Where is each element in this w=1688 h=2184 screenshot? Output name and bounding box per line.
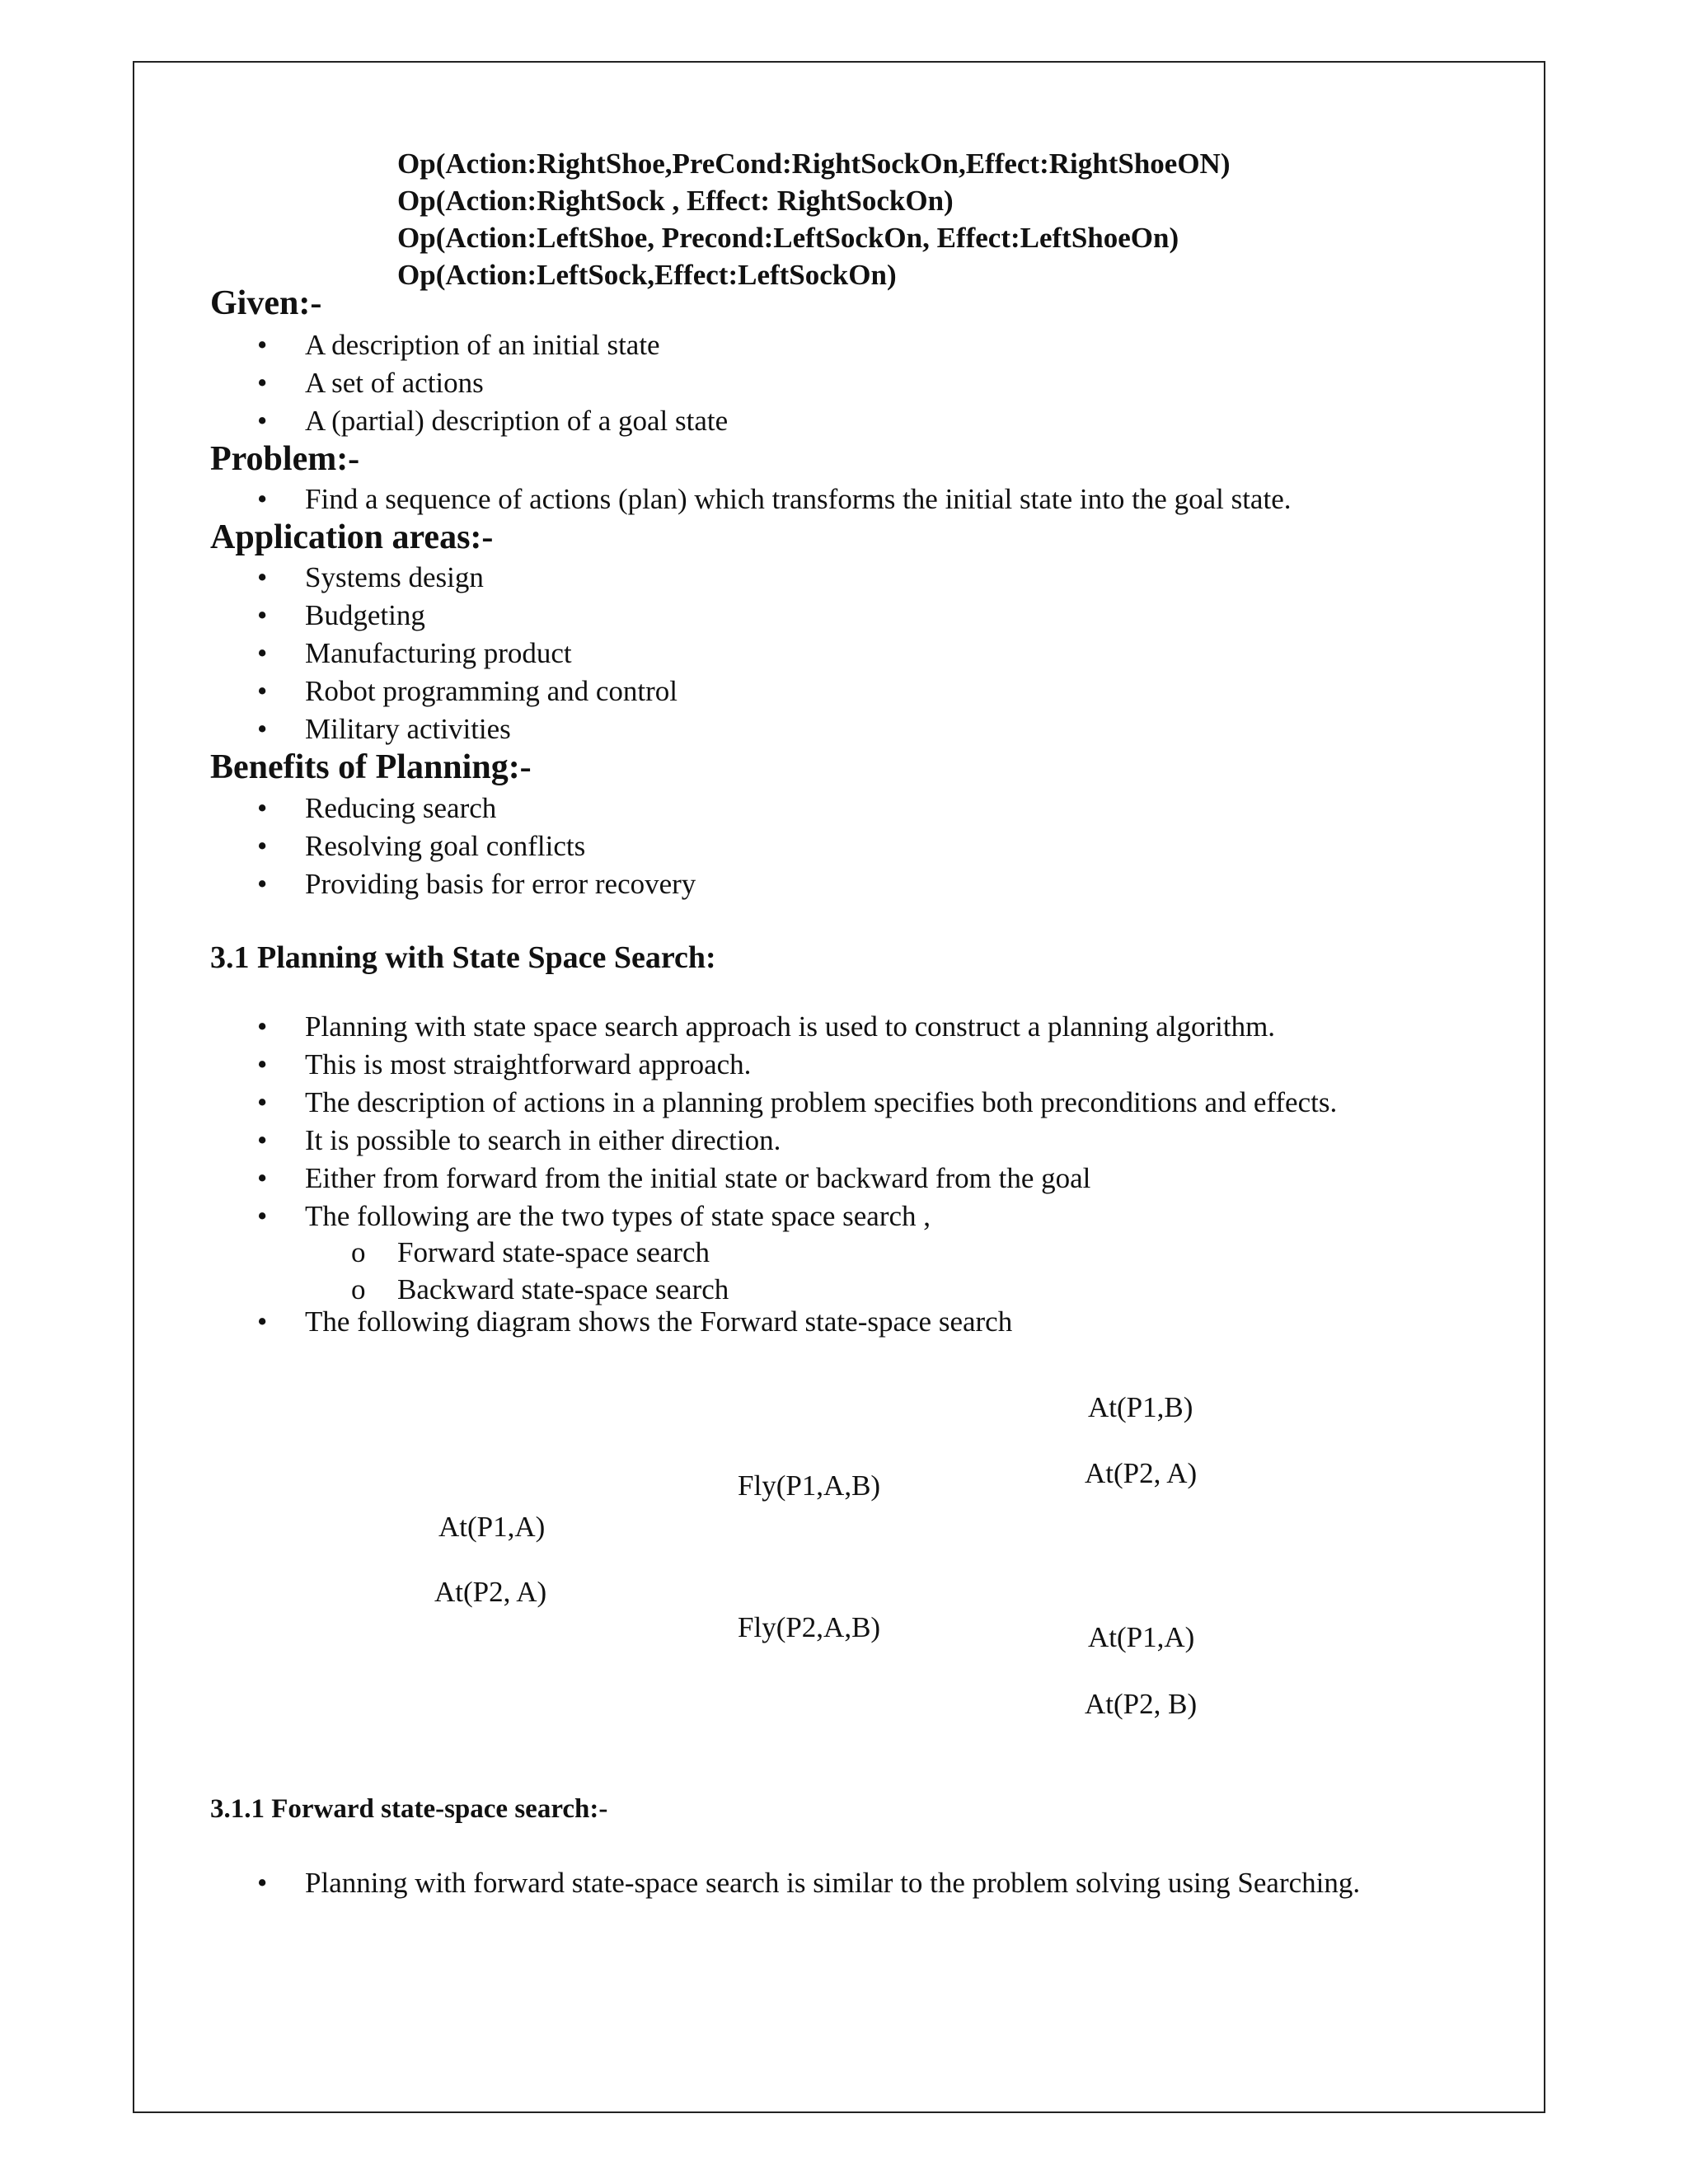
operator-line: Op(Action:LeftShoe, Precond:LeftSockOn, Effect:LeftShoeOn) bbox=[397, 222, 1179, 254]
list-item: • Resolving goal conflicts bbox=[247, 827, 696, 865]
list-item: • Manufacturing product bbox=[247, 635, 678, 673]
search-types-sublist bbox=[351, 1234, 729, 1308]
list-item: • Military activities bbox=[247, 710, 678, 748]
problem-heading: Problem:- bbox=[210, 440, 360, 478]
action-label: Fly(P1,A,B) bbox=[738, 1469, 881, 1502]
list-item: • It is possible to search in either direction. bbox=[247, 1122, 1337, 1160]
initial-state-label: At(P2, A) bbox=[434, 1576, 547, 1608]
diagram-intro-list bbox=[247, 1303, 1012, 1341]
operator-line: Op(Action:RightShoe,PreCond:RightSockOn,Effect:RightShoeON) bbox=[397, 148, 1231, 180]
operator-line: Op(Action:LeftSock,Effect:LeftSockOn) bbox=[397, 259, 897, 291]
initial-state-label: At(P1,A) bbox=[438, 1511, 546, 1543]
problem-list bbox=[247, 480, 1291, 518]
section-3-1-heading: 3.1 Planning with State Space Search: bbox=[210, 940, 716, 975]
sub-list-item: o Backward state-space search bbox=[351, 1271, 729, 1308]
list-item: • Either from forward from the initial state or backward from the goal bbox=[247, 1160, 1337, 1197]
list-item: • A set of actions bbox=[247, 364, 728, 402]
result-state-label: At(P1,A) bbox=[1088, 1621, 1195, 1653]
application-list bbox=[247, 559, 678, 748]
action-label: Fly(P2,A,B) bbox=[738, 1611, 881, 1643]
list-item: • Providing basis for error recovery bbox=[247, 865, 696, 903]
benefits-list bbox=[247, 790, 696, 903]
section-3-1-1-list bbox=[247, 1864, 1360, 1902]
section-3-1-1-heading: 3.1.1 Forward state-space search:- bbox=[210, 1794, 608, 1824]
operator-list bbox=[397, 145, 1230, 293]
given-heading: Given:- bbox=[210, 284, 322, 322]
list-item: • Planning with state space search approach is used to construct a planning algorithm. bbox=[247, 1008, 1337, 1046]
benefits-heading: Benefits of Planning:- bbox=[210, 748, 532, 786]
list-item: • Budgeting bbox=[247, 597, 678, 635]
list-item: • The following diagram shows the Forward state-space search bbox=[247, 1303, 1012, 1341]
list-item: • The description of actions in a planning problem specifies both preconditions and effects. bbox=[247, 1084, 1337, 1122]
list-item: • Robot programming and control bbox=[247, 673, 678, 710]
result-state-label: At(P2, A) bbox=[1085, 1457, 1198, 1489]
list-item: • The following are the two types of state space search , bbox=[247, 1197, 1337, 1235]
given-list bbox=[247, 326, 728, 440]
list-item: • Reducing search bbox=[247, 790, 696, 827]
application-heading: Application areas:- bbox=[210, 518, 494, 556]
sub-list-item: o Forward state-space search bbox=[351, 1234, 729, 1271]
result-state-label: At(P1,B) bbox=[1088, 1391, 1193, 1423]
list-item: • Planning with forward state-space search is similar to the problem solving using Searching. bbox=[247, 1864, 1360, 1902]
list-item: • Find a sequence of actions (plan) which transforms the initial state into the goal state. bbox=[247, 480, 1291, 518]
section-3-1-list bbox=[247, 1008, 1337, 1235]
list-item: • Systems design bbox=[247, 559, 678, 597]
list-item: • A description of an initial state bbox=[247, 326, 728, 364]
list-item: • This is most straightforward approach. bbox=[247, 1046, 1337, 1084]
operator-line: Op(Action:RightSock , Effect: RightSockOn) bbox=[397, 185, 954, 217]
result-state-label: At(P2, B) bbox=[1085, 1688, 1198, 1720]
list-item: • A (partial) description of a goal state bbox=[247, 402, 728, 440]
